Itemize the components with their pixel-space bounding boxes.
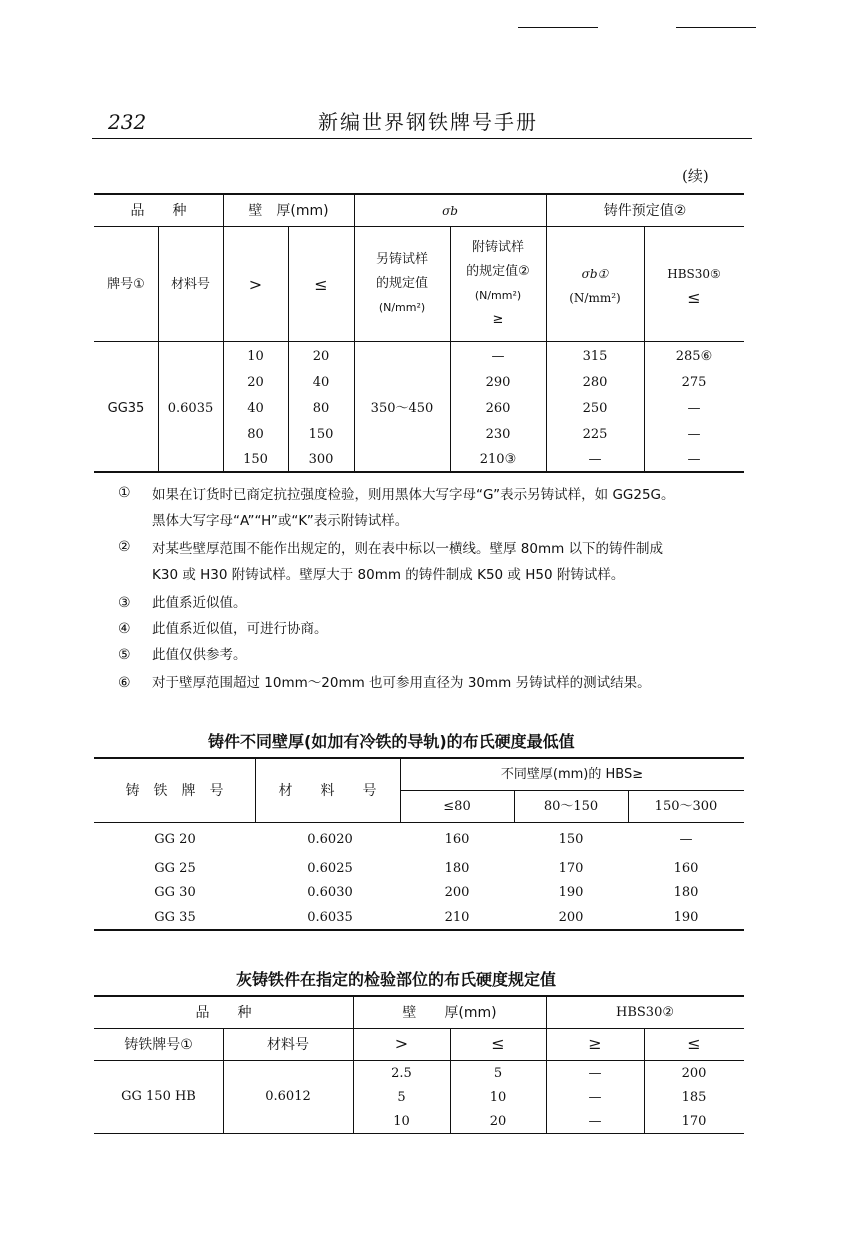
sep-sample-label: 另铸试样 的规定值 (N/mm²) xyxy=(375,252,428,314)
t3-col-le2: ≤ xyxy=(687,1034,701,1053)
col-le: ≤ xyxy=(314,275,328,294)
t2-col-c2: 80～150 xyxy=(543,799,599,814)
t3-col-ge: ≥ xyxy=(588,1034,602,1053)
book-title: 新编世界钢铁牌号手册 xyxy=(318,110,538,134)
col-cast-pred: 铸件预定值② xyxy=(603,203,687,219)
sigma-b-label: σb① (N/mm²) xyxy=(569,267,621,305)
t2-col-material: 材 料 号 xyxy=(278,783,377,799)
t1-grade: GG35 xyxy=(107,401,145,416)
t1-material: 0.6035 xyxy=(167,401,214,416)
t2-col-c1: ≤80 xyxy=(443,799,471,814)
hbs-label: HBS30⑤ ≤ xyxy=(667,267,721,307)
col-wall: 壁 厚(mm) xyxy=(248,203,329,219)
col-grade: 牌号① xyxy=(107,277,145,292)
t2-col-c3: 150～300 xyxy=(654,799,718,814)
table-2-title: 铸件不同壁厚(如加有冷铁的导轨)的布氏硬度最低值 xyxy=(208,732,575,751)
t3-col-hbs: HBS30② xyxy=(616,1005,674,1020)
header-rule xyxy=(92,138,752,139)
t3-col-grade: 铸铁牌号① xyxy=(124,1037,193,1053)
continued-label: (续) xyxy=(682,167,709,185)
t3-col-variety: 品 种 xyxy=(195,1005,252,1021)
col-material: 材料号 xyxy=(170,277,210,292)
table-3-title: 灰铸铁件在指定的检验部位的布氏硬度规定值 xyxy=(236,970,557,989)
t3-col-material: 材料号 xyxy=(267,1037,309,1053)
t2-col-grade: 铸 铁 牌 号 xyxy=(125,783,224,799)
col-sigma: σb xyxy=(442,204,458,218)
col-variety: 品 种 xyxy=(130,203,187,219)
t3-col-gt: > xyxy=(394,1034,409,1053)
t3-grade: GG 150 HB xyxy=(121,1089,196,1104)
t3-material: 0.6012 xyxy=(265,1089,311,1104)
t3-col-le: ≤ xyxy=(491,1034,505,1053)
top-rule-mark xyxy=(676,27,756,28)
col-gt: > xyxy=(248,275,263,294)
t1-spec-value: 350～450 xyxy=(370,401,434,416)
top-rule-mark xyxy=(518,27,598,28)
page-number: 232 xyxy=(108,110,147,134)
t3-col-wall: 壁 厚(mm) xyxy=(402,1005,497,1021)
att-sample-label: 附铸试样 的规定值② (N/mm²) ≥ xyxy=(466,240,530,327)
t2-col-hbs-group: 不同壁厚(mm)的 HBS≥ xyxy=(500,767,644,782)
